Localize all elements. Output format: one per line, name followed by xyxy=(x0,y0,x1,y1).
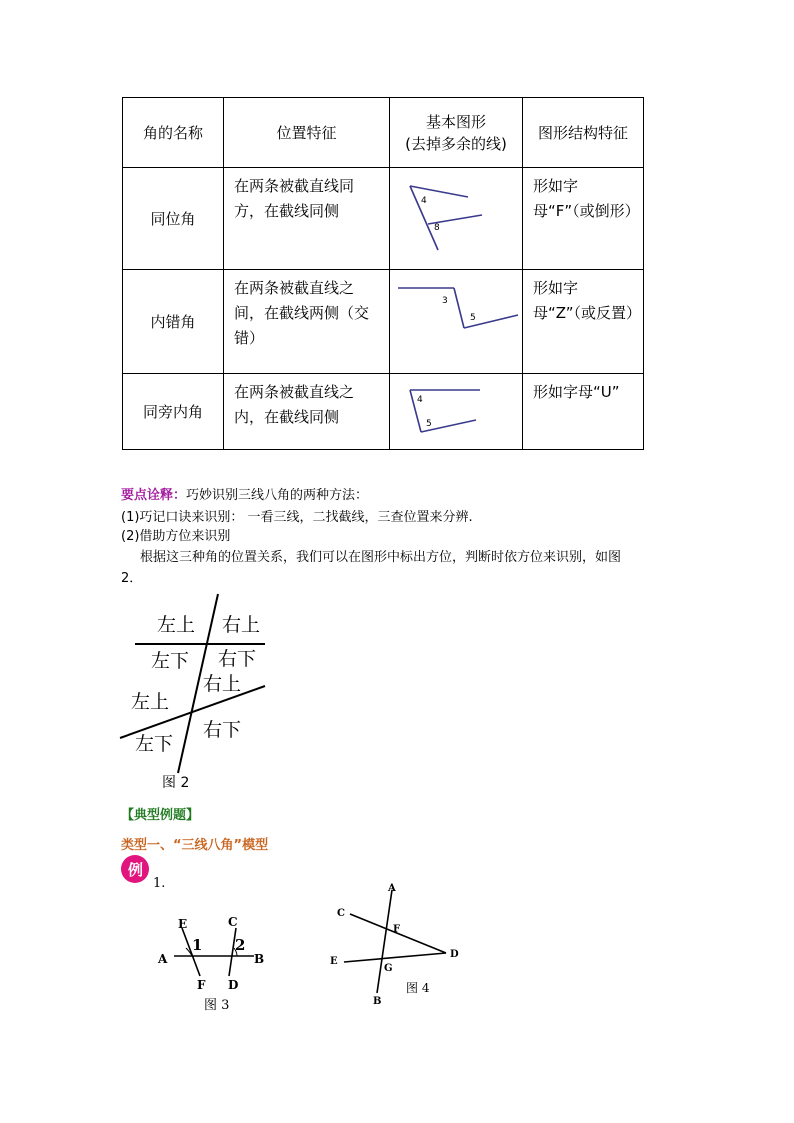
svg-text:图 4: 图 4 xyxy=(406,981,430,995)
label-lower-right-1: 右下 xyxy=(218,648,257,670)
row-position: 在两条被截直线之内，在截线同侧 xyxy=(224,374,390,450)
type-title: 类型一、“三线八角”模型 xyxy=(121,838,269,853)
row-figure xyxy=(390,270,523,374)
svg-text:A: A xyxy=(388,883,396,894)
table-row xyxy=(123,270,644,374)
row-name: 同旁内角 xyxy=(123,374,224,450)
keypoint-line xyxy=(121,487,368,504)
svg-text:例: 例 xyxy=(128,861,144,879)
row-name: 同位角 xyxy=(123,168,224,270)
figure-2-caption: 图 2 xyxy=(162,775,190,791)
row-name: 内错角 xyxy=(123,270,224,374)
svg-text:F: F xyxy=(197,978,206,992)
header-basic-figure: 基本图形 (去掉多余的线) xyxy=(390,98,523,168)
row-figure xyxy=(390,168,523,270)
example-badge xyxy=(120,854,150,884)
label-upper-right-2: 右上 xyxy=(203,673,242,695)
alternate-angles-figure xyxy=(390,270,522,370)
figure-3-diagram xyxy=(152,908,272,1016)
figure-4-diagram xyxy=(326,878,466,1008)
method-2: (2)借助方位来识别 xyxy=(121,529,231,544)
svg-text:D: D xyxy=(228,978,239,992)
svg-text:4: 4 xyxy=(421,196,427,206)
row-structure: 形如字母“Z”（或反置） xyxy=(523,270,644,374)
examples-heading: 【典型例题】 xyxy=(121,808,200,823)
method-description: 根据这三种角的位置关系，我们可以在图形中标出方位，判断时依方位来识别，如图 xyxy=(140,550,622,565)
row-figure xyxy=(390,374,523,450)
table-row xyxy=(123,168,644,270)
svg-text:B: B xyxy=(373,996,382,1007)
row-position: 在两条被截直线同方，在截线同侧 xyxy=(224,168,390,270)
row-position: 在两条被截直线之间，在截线两侧（交错） xyxy=(224,270,390,374)
svg-text:A: A xyxy=(158,952,168,966)
co-interior-angles-figure xyxy=(390,374,522,448)
row-structure: 形如字母“U” xyxy=(523,374,644,450)
keypoint-label: 要点诠释： xyxy=(121,488,187,503)
row-structure: 形如字母“F”（或倒形） xyxy=(523,168,644,270)
svg-text:C: C xyxy=(228,915,238,929)
svg-text:E: E xyxy=(330,956,338,967)
table-row xyxy=(123,374,644,450)
label-lower-left-2: 左下 xyxy=(135,733,174,755)
svg-text:E: E xyxy=(178,917,188,931)
method-1: (1)巧记口诀来识别： 一看三线，二找截线，三查位置来分辨. xyxy=(121,510,473,525)
svg-text:C: C xyxy=(337,908,345,919)
svg-text:3: 3 xyxy=(442,296,448,306)
svg-text:2: 2 xyxy=(235,936,246,954)
label-upper-left-2: 左上 xyxy=(131,691,170,713)
label-lower-right-2: 右下 xyxy=(203,719,242,741)
header-structure: 图形结构特征 xyxy=(523,98,644,168)
header-position: 位置特征 xyxy=(224,98,390,168)
label-upper-left-1: 左上 xyxy=(157,614,196,636)
example-badge-icon xyxy=(120,854,150,884)
svg-text:4: 4 xyxy=(417,395,423,405)
example-number: 1. xyxy=(153,876,166,891)
keypoint-intro: 巧妙识别三线八角的两种方法： xyxy=(186,488,369,503)
svg-text:1: 1 xyxy=(192,936,203,954)
svg-text:8: 8 xyxy=(434,223,440,233)
svg-text:5: 5 xyxy=(470,313,476,323)
header-angle-name: 角的名称 xyxy=(123,98,224,168)
svg-text:5: 5 xyxy=(426,419,432,429)
svg-text:G: G xyxy=(384,963,393,974)
svg-text:图 3: 图 3 xyxy=(204,998,230,1013)
label-lower-left-1: 左下 xyxy=(151,650,190,672)
corresponding-angles-figure xyxy=(390,168,522,268)
method-description-end: 2． xyxy=(121,571,143,586)
svg-text:D: D xyxy=(450,949,459,960)
label-upper-right-1: 右上 xyxy=(222,614,261,636)
figure-2-diagram xyxy=(115,590,275,790)
angle-types-table xyxy=(122,97,644,450)
svg-text:F: F xyxy=(393,924,401,935)
svg-text:B: B xyxy=(254,952,265,966)
